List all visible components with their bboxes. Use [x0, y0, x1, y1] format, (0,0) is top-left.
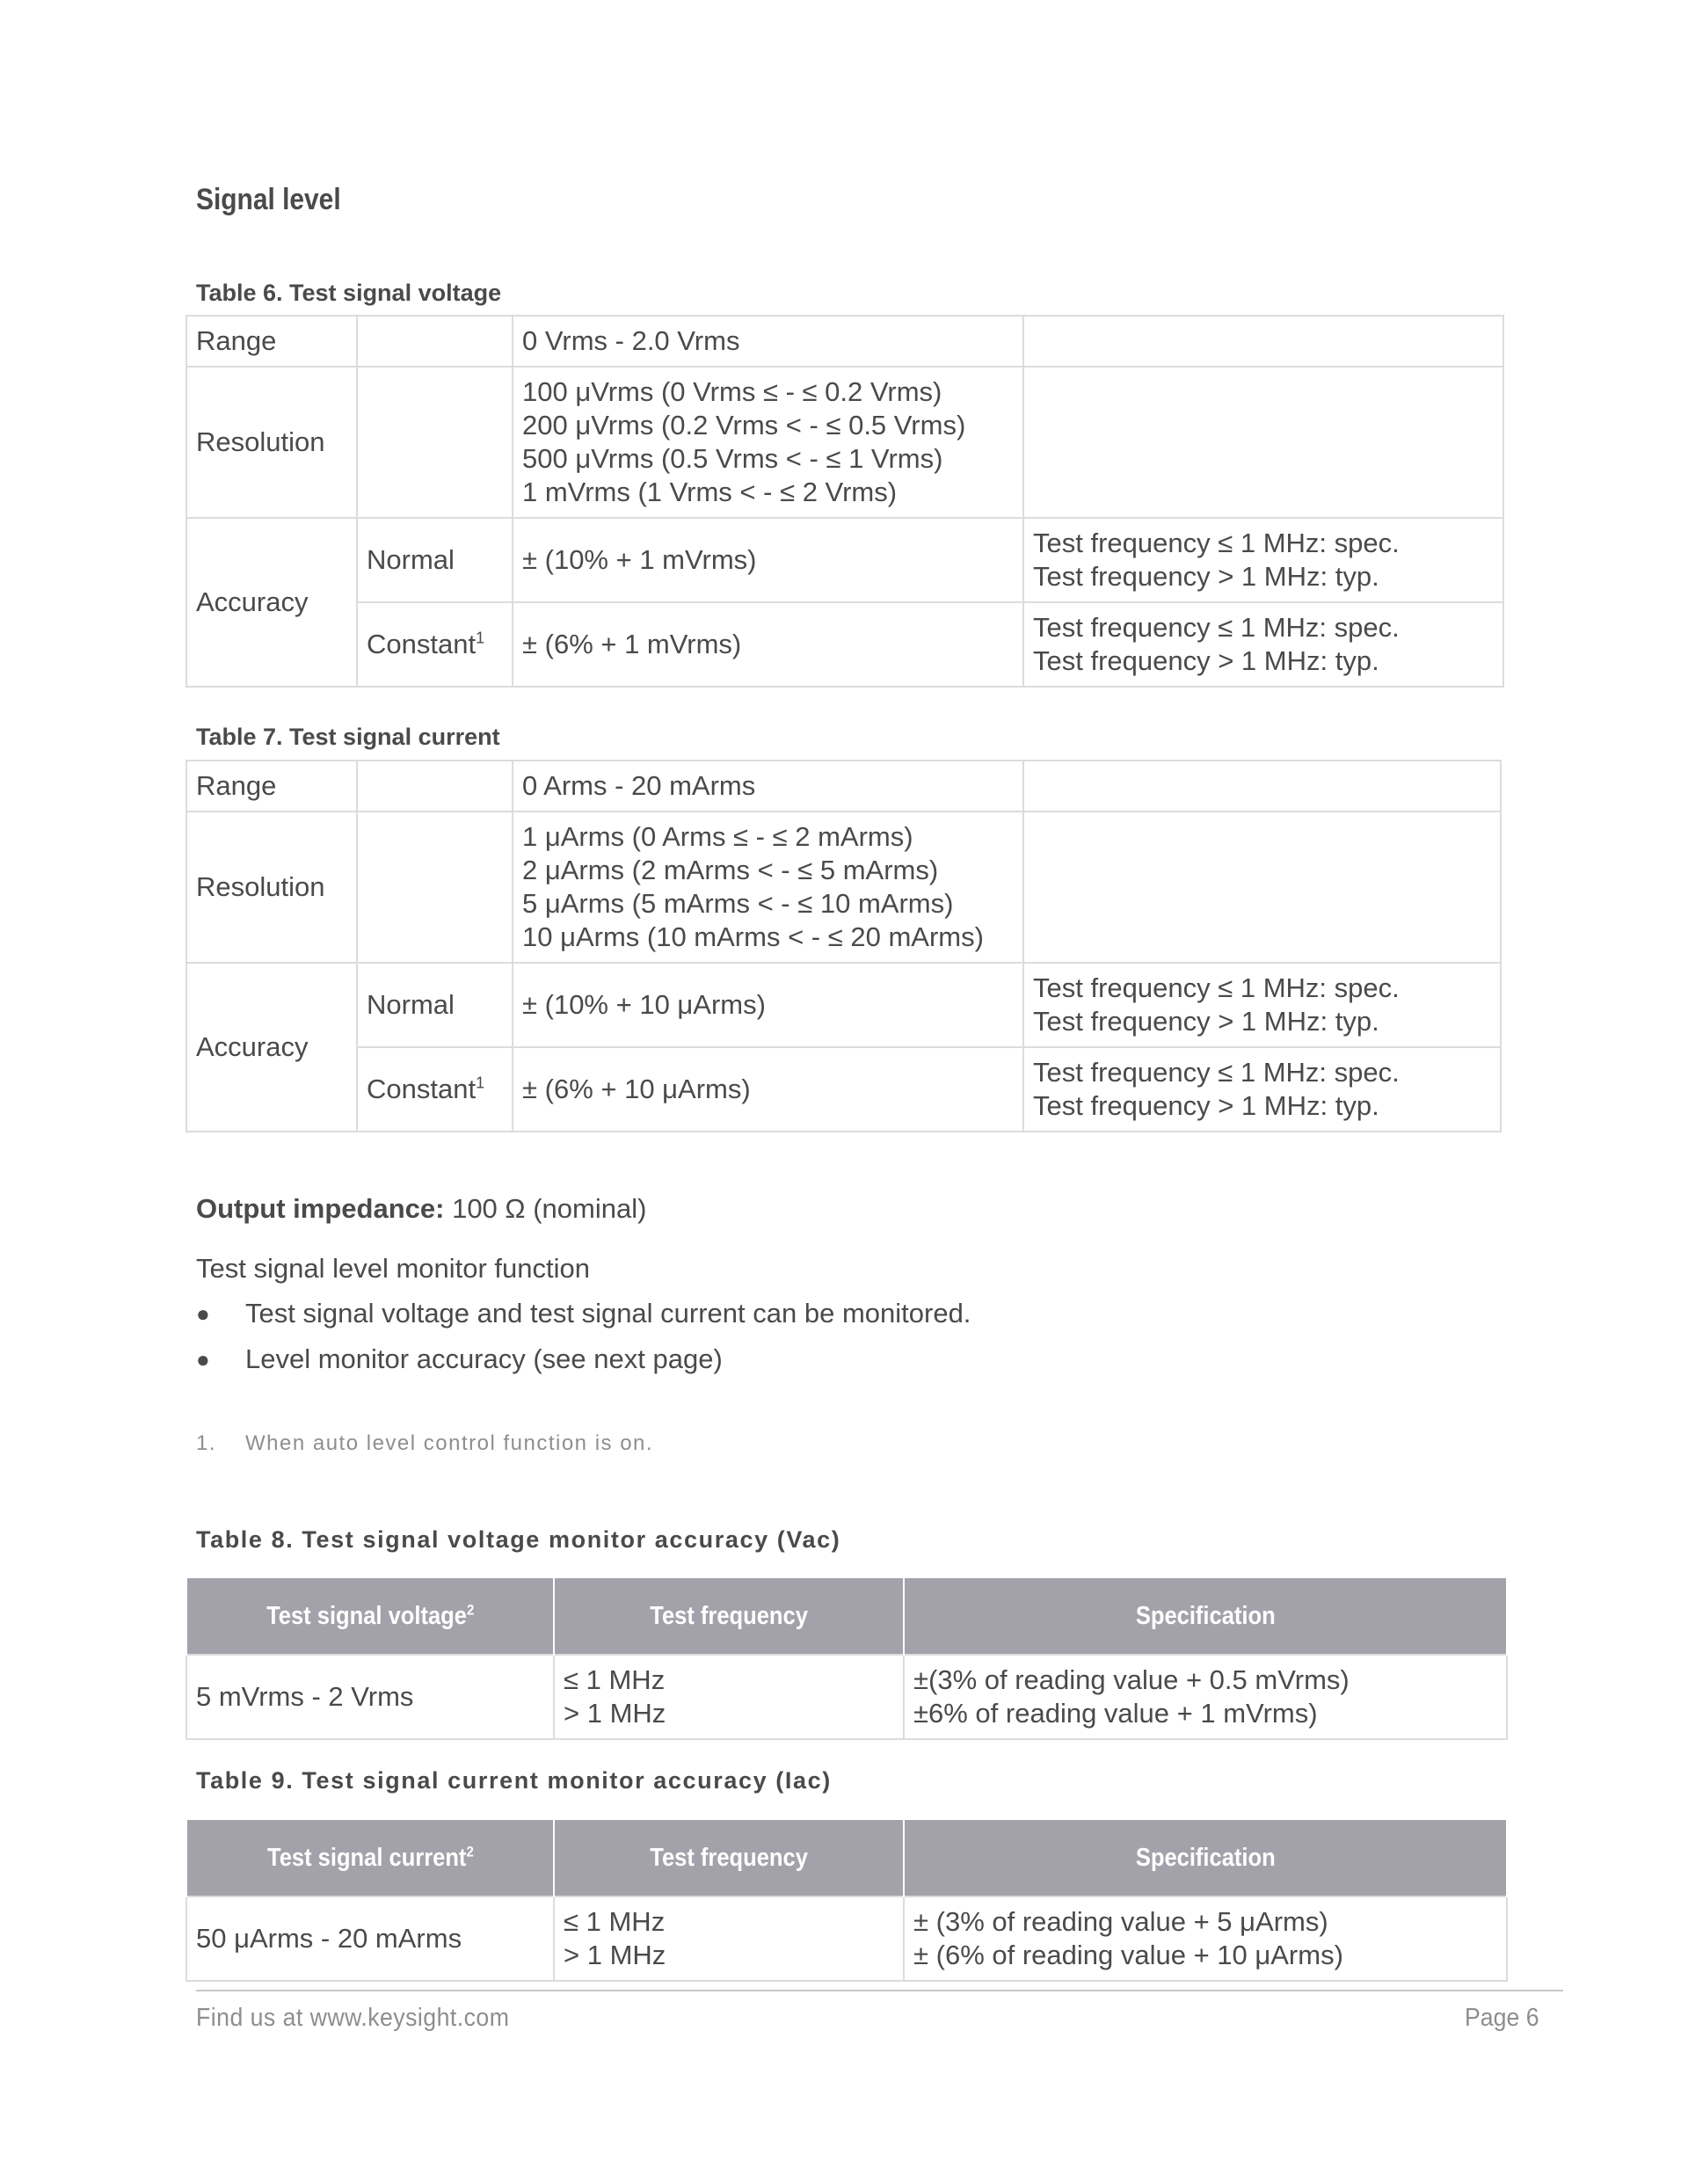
note-line: Test frequency ≤ 1 MHz: spec. — [1033, 972, 1400, 1003]
table6-accuracy-constant-row — [186, 602, 1503, 687]
range-label: Range — [186, 761, 357, 812]
constant-label — [357, 602, 513, 687]
table7-accuracy-constant-row — [186, 1047, 1501, 1132]
output-impedance-label: Output impedance: — [196, 1193, 445, 1224]
empty-cell — [357, 316, 513, 367]
spec-cell — [904, 1896, 1507, 1981]
table6-resolution-row — [186, 367, 1503, 518]
frequency-line: > 1 MHz — [564, 1698, 666, 1729]
note-line: Test frequency ≤ 1 MHz: spec. — [1033, 1057, 1400, 1088]
footnote-ref: 1 — [476, 1074, 485, 1092]
constant-value: ± (6% + 10 μArms) — [513, 1047, 1023, 1132]
table6-caption: Table 6. Test signal voltage — [196, 280, 502, 306]
accuracy-label: Accuracy — [186, 963, 357, 1132]
note-line: Test frequency > 1 MHz: typ. — [1033, 1090, 1379, 1121]
note-line: Test frequency > 1 MHz: typ. — [1033, 645, 1379, 676]
table9-header-row — [186, 1820, 1507, 1896]
empty-cell — [357, 367, 513, 518]
normal-note — [1023, 518, 1503, 602]
monitor-heading: Test signal level monitor function — [196, 1253, 591, 1284]
frequency-line: ≤ 1 MHz — [564, 1906, 666, 1937]
empty-cell — [1023, 812, 1501, 963]
bullet-text: Level monitor accuracy (see next page) — [245, 1343, 723, 1374]
table7-caption: Table 7. Test signal current — [196, 724, 500, 750]
resolution-line: 200 μVrms (0.2 Vrms < - ≤ 0.5 Vrms) — [522, 410, 966, 440]
output-impedance — [196, 1193, 646, 1225]
normal-value: ± (10% + 1 mVrms) — [513, 518, 1023, 602]
table8-voltage-monitor-accuracy — [186, 1578, 1508, 1740]
bullet-icon: ● — [196, 1300, 210, 1327]
frequency-line: > 1 MHz — [564, 1940, 666, 1970]
constant-note — [1023, 602, 1503, 687]
resolution-line: 100 μVrms (0 Vrms ≤ - ≤ 0.2 Vrms) — [522, 376, 942, 407]
resolution-line: 10 μArms (10 mArms < - ≤ 20 mArms) — [522, 921, 984, 952]
header-cell — [186, 1578, 554, 1655]
bullet-text: Test signal voltage and test signal current can be monitored. — [245, 1298, 971, 1329]
row-label: 50 μArms - 20 mArms — [186, 1896, 554, 1981]
constant-label — [357, 1047, 513, 1132]
table6-range-row — [186, 316, 1503, 367]
header-text: Test frequency — [650, 1601, 808, 1630]
resolution-values — [513, 367, 1023, 518]
header-text: Test signal current — [266, 1843, 467, 1872]
spec-line: ±(3% of reading value + 0.5 mVrms) — [913, 1664, 1350, 1695]
empty-cell — [1023, 367, 1503, 518]
list-item — [196, 1336, 971, 1382]
footnote-number: 1. — [196, 1431, 217, 1455]
bullet-icon: ● — [196, 1346, 210, 1372]
header-cell — [904, 1578, 1507, 1655]
note-line: Test frequency > 1 MHz: typ. — [1033, 1006, 1379, 1037]
table7-resolution-row — [186, 812, 1501, 963]
range-label: Range — [186, 316, 357, 367]
header-cell — [554, 1578, 904, 1655]
normal-label: Normal — [357, 518, 513, 602]
table6-accuracy-normal-row — [186, 518, 1503, 602]
header-text: Specification — [1135, 1601, 1276, 1630]
table8-caption: Table 8. Test signal voltage monitor accuracy (Vac) — [196, 1526, 841, 1553]
note-line: Test frequency > 1 MHz: typ. — [1033, 561, 1379, 592]
resolution-line: 500 μVrms (0.5 Vrms < - ≤ 1 Vrms) — [522, 443, 943, 474]
constant-value: ± (6% + 1 mVrms) — [513, 602, 1023, 687]
range-value: 0 Arms - 20 mArms — [513, 761, 1023, 812]
section-title: Signal level — [196, 183, 341, 216]
frequency-cell — [554, 1896, 904, 1981]
normal-label: Normal — [357, 963, 513, 1047]
header-cell — [554, 1820, 904, 1896]
list-item — [196, 1291, 971, 1336]
table9-current-monitor-accuracy — [186, 1820, 1508, 1982]
note-line: Test frequency ≤ 1 MHz: spec. — [1033, 612, 1400, 643]
resolution-values — [513, 812, 1023, 963]
resolution-label: Resolution — [186, 367, 357, 518]
footnote-ref: 1 — [476, 629, 485, 647]
footnote-ref: 2 — [466, 1842, 474, 1860]
footnote-ref: 2 — [466, 1600, 475, 1618]
header-text: Test signal voltage — [266, 1601, 467, 1630]
footnote — [196, 1431, 653, 1456]
header-text: Test frequency — [650, 1843, 808, 1872]
footer-divider — [196, 1990, 1563, 1991]
empty-cell — [357, 761, 513, 812]
table7-test-signal-current — [186, 760, 1502, 1132]
accuracy-label: Accuracy — [186, 518, 357, 687]
page-number: Page 6 — [1465, 2004, 1539, 2032]
header-cell — [904, 1820, 1507, 1896]
monitor-bullet-list — [196, 1291, 971, 1382]
table7-accuracy-normal-row — [186, 963, 1501, 1047]
resolution-line: 1 μArms (0 Arms ≤ - ≤ 2 mArms) — [522, 821, 913, 852]
frequency-line: ≤ 1 MHz — [564, 1664, 666, 1695]
constant-text: Constant — [367, 1074, 477, 1104]
table7-range-row — [186, 761, 1501, 812]
header-text: Specification — [1135, 1843, 1276, 1872]
spec-line: ± (3% of reading value + 5 μArms) — [913, 1906, 1328, 1937]
row-label: 5 mVrms - 2 Vrms — [186, 1655, 554, 1739]
table-row — [186, 1655, 1507, 1739]
output-impedance-value: 100 Ω (nominal) — [452, 1193, 647, 1224]
resolution-line: 1 mVrms (1 Vrms < - ≤ 2 Vrms) — [522, 477, 898, 507]
constant-text: Constant — [367, 629, 477, 659]
note-line: Test frequency ≤ 1 MHz: spec. — [1033, 528, 1400, 558]
empty-cell — [357, 812, 513, 963]
table6-test-signal-voltage — [186, 315, 1504, 688]
table8-header-row — [186, 1578, 1507, 1655]
resolution-line: 2 μArms (2 mArms < - ≤ 5 mArms) — [522, 855, 939, 885]
normal-note — [1023, 963, 1501, 1047]
frequency-cell — [554, 1655, 904, 1739]
footnote-text: When auto level control function is on. — [245, 1431, 654, 1455]
constant-note — [1023, 1047, 1501, 1132]
table9-caption: Table 9. Test signal current monitor accuracy (Iac) — [196, 1767, 832, 1794]
spec-line: ±6% of reading value + 1 mVrms) — [913, 1698, 1318, 1729]
resolution-line: 5 μArms (5 mArms < - ≤ 10 mArms) — [522, 888, 954, 919]
empty-cell — [1023, 316, 1503, 367]
empty-cell — [1023, 761, 1501, 812]
table-row — [186, 1896, 1507, 1981]
range-value: 0 Vrms - 2.0 Vrms — [513, 316, 1023, 367]
spec-cell — [904, 1655, 1507, 1739]
spec-line: ± (6% of reading value + 10 μArms) — [913, 1940, 1343, 1970]
header-cell — [186, 1820, 554, 1896]
resolution-label: Resolution — [186, 812, 357, 963]
footer-website-link[interactable]: Find us at www.keysight.com — [196, 2004, 510, 2032]
normal-value: ± (10% + 10 μArms) — [513, 963, 1023, 1047]
